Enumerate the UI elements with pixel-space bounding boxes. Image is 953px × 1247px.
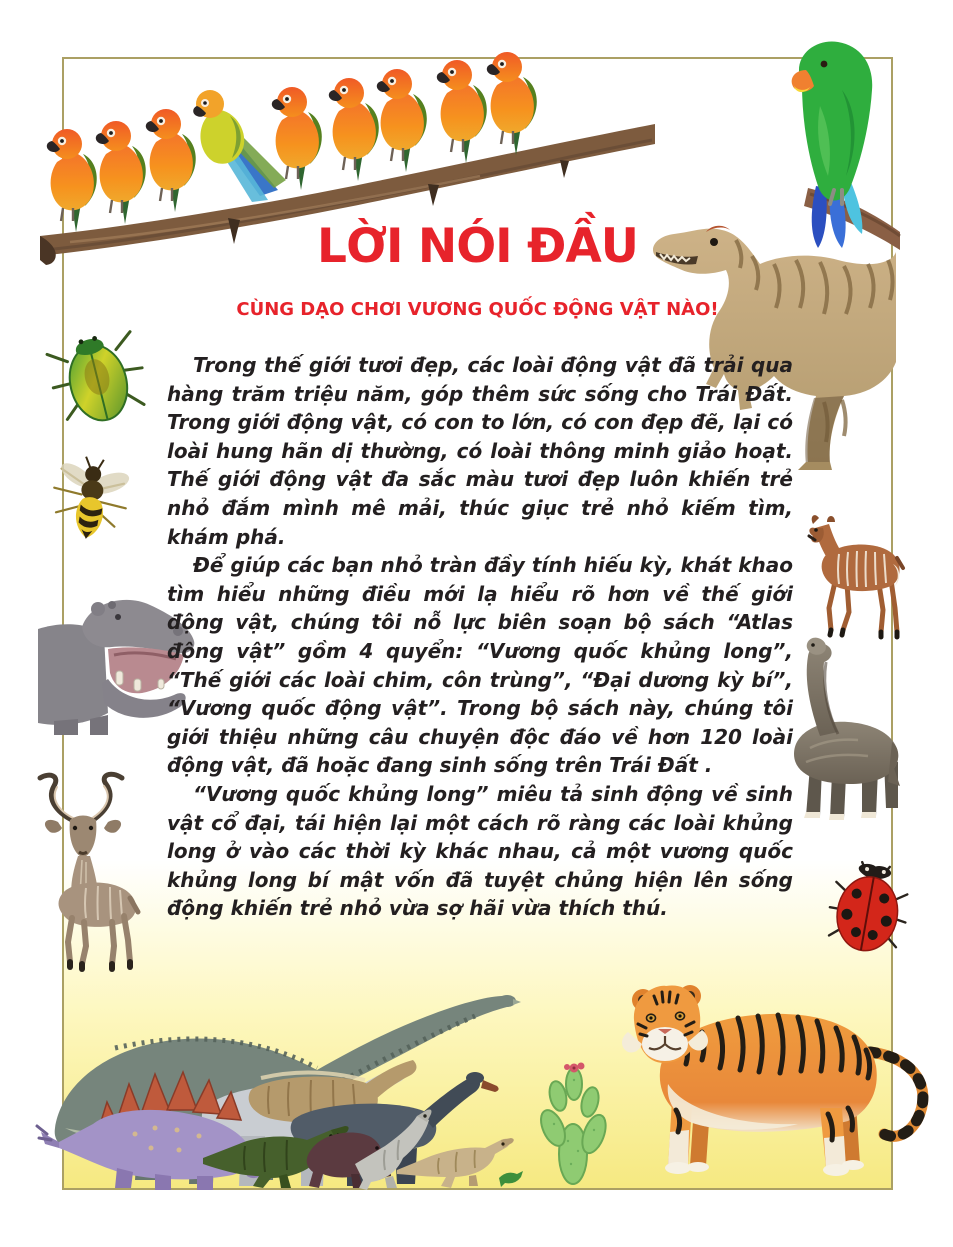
green-beetle-illustration (50, 325, 145, 430)
page-title: LỜI NÓI ĐẦU (317, 219, 638, 274)
green-conure (193, 90, 286, 202)
ladybug-illustration (830, 862, 908, 958)
wasp-illustration (45, 450, 135, 545)
kudu-antelope-illustration (28, 770, 158, 970)
preface-text (167, 351, 793, 923)
nyala-antelope-illustration (805, 512, 905, 637)
tiny-dino (499, 1171, 523, 1187)
paragraph-1: Trong thế giới tươi đẹp, các loài động vật đã trải qua hàng trăm triệu năm, góp thêm sức sống cho Trái Đất. Trong giới động vật, có con to lớn, có con đẹp đẽ, lại có loài hung hãn dị thường, có loài thông minh giảo hoạt. Thế giới động vật đa sắc màu tươi đẹp luôn khiến trẻ nhỏ đắm mình mê mải, thúc giục trẻ nhỏ kiếm tìm, khám phá. (167, 353, 793, 549)
dinosaur-herd-illustration (55, 978, 555, 1190)
paragraph-2: Để giúp các bạn nhỏ tràn đầy tính hiếu kỳ, khát khao tìm hiểu những điều mới lạ hiểu rõ hơn về thế giới động vật, chúng tôi nỗ lực biên soạn bộ sách “Atlas động vật” gồm 4 quyển: “Vương quốc khủng long”, “Thế giới các loài chim, côn trùng”, “Đại dương kỳ bí”, “Vương quốc động vật”. Trong bộ sách này, chúng tôi giới thiệu những câu chuyện độc đáo về hơn 120 loài động vật, đã hoặc đang sinh sống trên Trái Đất . (167, 553, 793, 778)
paragraph-3: “Vương quốc khủng long” miêu tả sinh động về sinh vật cổ đại, tái hiện lại một cách rõ ràng các loài khủng long ở vào các thời kỳ khác nhau, cả một vương quốc khủng long bí mật vốn đã tuyệt chủng hiện lên sống động khiến trẻ nhỏ vừa sợ hãi vừa thích thú. (167, 781, 793, 921)
page-subtitle: CÙNG DẠO CHƠI VƯƠNG QUỐC ĐỘNG VẬT NÀO! (236, 299, 719, 320)
sauropod-dinosaur-illustration (780, 636, 900, 821)
tiger-illustration (598, 980, 938, 1180)
